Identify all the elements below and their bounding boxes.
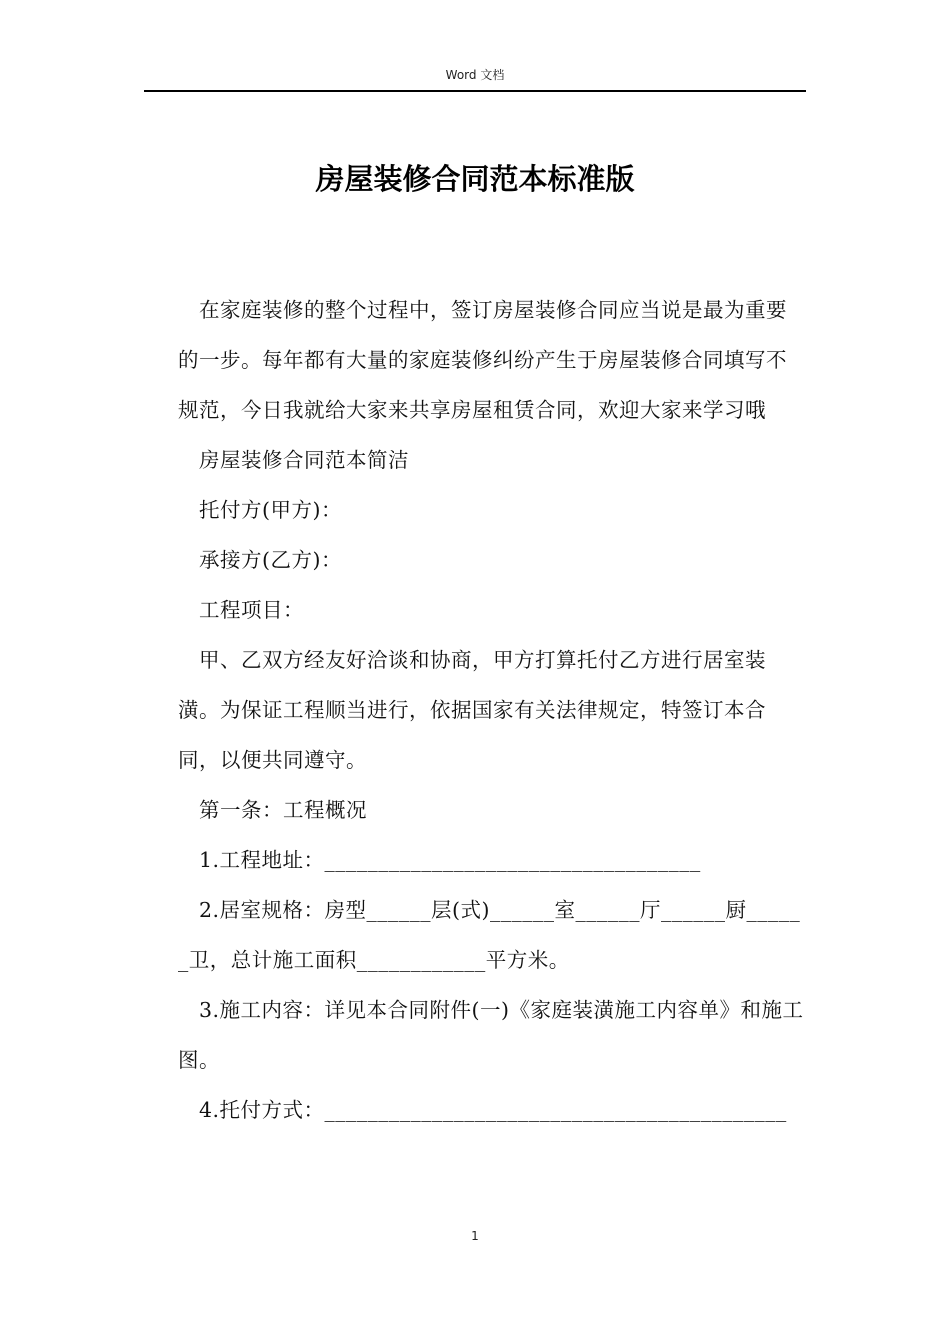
document-title: 房屋装修合同范本标准版 (315, 162, 635, 196)
clause-construction-content: 3.施工内容：详见本合同附件(一)《家庭装潢施工内容单》和施工图。 (178, 998, 804, 1072)
agreement-paragraph: 甲、乙双方经友好洽谈和协商，甲方打算托付乙方进行居室装潢。为保证工程顺当进行，依据国家有关法律规定，特签订本合同，以便共同遵守。 (178, 648, 766, 772)
article-one-heading: 第一条：工程概况 (199, 798, 367, 822)
party-a-line: 托付方(甲方)： (199, 498, 342, 522)
clause-room-specs: 2.居室规格：房型______层(式)______室______厅______厨______卫，总计施工面积____________平方米。 (178, 898, 801, 972)
clause-commission-method: 4.托付方式：___________________________________________ (199, 1098, 787, 1122)
party-b-line: 承接方(乙方)： (199, 548, 342, 572)
clause-project-address: 1.工程地址：___________________________________ (199, 848, 701, 872)
section-heading-simple-template: 房屋装修合同范本简洁 (199, 448, 409, 472)
page-number: 1 (471, 1229, 479, 1243)
header-label: Word 文档 (445, 68, 505, 82)
page-header (144, 64, 806, 92)
intro-paragraph: 在家庭装修的整个过程中，签订房屋装修合同应当说是最为重要的一步。每年都有大量的家庭装修纠纷产生于房屋装修合同填写不规范，今日我就给大家来共享房屋租赁合同，欢迎大家来学习哦 (178, 298, 787, 422)
document-body (178, 285, 804, 1135)
project-line: 工程项目： (199, 598, 304, 622)
